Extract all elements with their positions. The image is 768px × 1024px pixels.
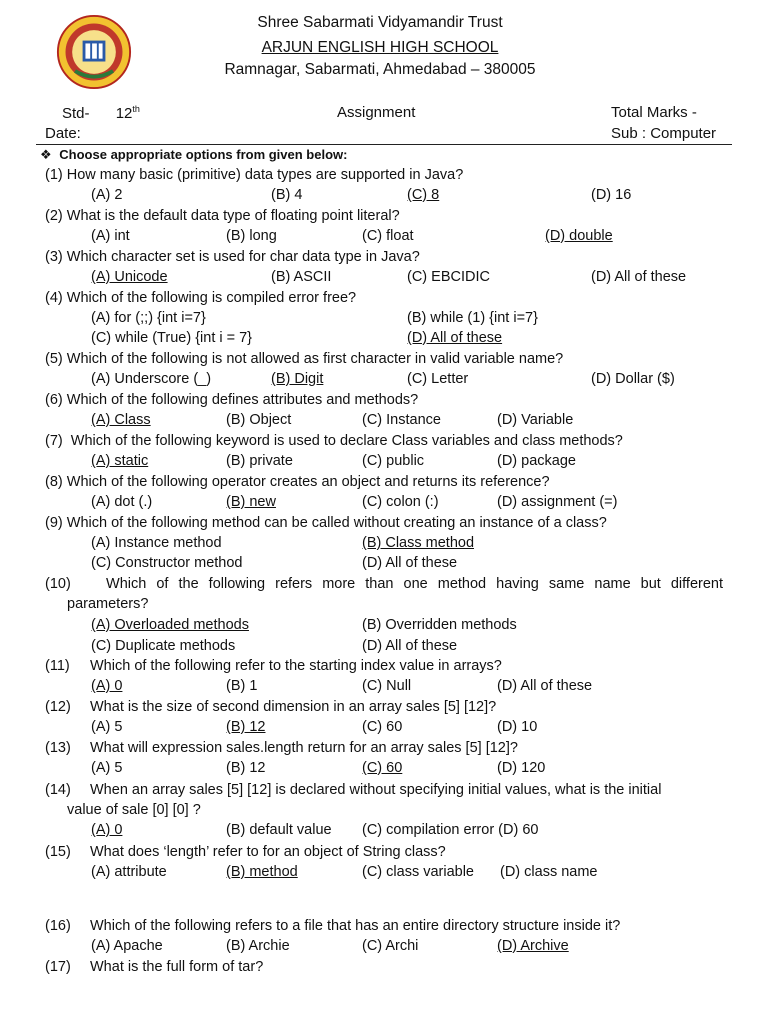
- school-logo: [56, 14, 132, 90]
- q7-text: Which of the following keyword is used to declare Class variables and class methods?: [70, 433, 623, 449]
- q6-option-b: (B) Object: [226, 412, 292, 428]
- q2-option-a: (A) int: [91, 228, 130, 244]
- q1-option-d: (D) 16: [591, 187, 632, 203]
- q8-number: (8): [45, 474, 63, 490]
- q14-number: (14): [45, 782, 71, 798]
- question-5: [45, 349, 563, 369]
- q5-option-a: (A) Underscore (_): [91, 371, 212, 387]
- q3-option-c: (C) EBCIDIC: [407, 269, 490, 285]
- q10-option-d: (D) All of these: [362, 638, 458, 654]
- q7-number: (7): [45, 433, 63, 449]
- q8-option-b: (B) new: [226, 494, 276, 510]
- question-3: [45, 247, 420, 267]
- q14-option-b: (B) default value: [226, 822, 332, 838]
- q14-option-c: (C) compilation error (D) 60: [362, 822, 539, 838]
- q13-number: (13): [45, 740, 71, 756]
- q12-option-a: (A) 5: [91, 719, 123, 735]
- q11-number: (11): [45, 658, 70, 674]
- question-17: [45, 957, 263, 977]
- q10-option-b: (B) Overridden methods: [362, 617, 517, 633]
- q5-text: Which of the following is not allowed as first character in valid variable name?: [66, 351, 564, 367]
- q10-option-a: (A) Overloaded methods: [91, 617, 249, 633]
- q7-option-c: (C) public: [362, 453, 425, 469]
- q9-text: Which of the following method can be called without creating an instance of a class?: [66, 515, 607, 531]
- q9-option-a: (A) Instance method: [91, 535, 222, 551]
- q14-text-line2: value of sale [0] [0] ?: [67, 802, 201, 818]
- total-marks: Total Marks -: [611, 104, 697, 121]
- instruction: [40, 147, 347, 163]
- question-14: [45, 780, 661, 800]
- q10-option-c: (C) Duplicate methods: [91, 638, 236, 654]
- doc-title: Assignment: [337, 104, 416, 121]
- q15-option-b: (B) method: [226, 864, 298, 880]
- question-11: [45, 656, 502, 676]
- q2-text: What is the default data type of floating point literal?: [66, 208, 400, 224]
- q13-option-b: (B) 12: [226, 760, 266, 776]
- q6-text: Which of the following defines attributes and methods?: [66, 392, 419, 408]
- q15-number: (15): [45, 844, 71, 860]
- q9-option-b: (B) Class method: [362, 535, 475, 551]
- q15-option-a: (A) attribute: [91, 864, 167, 880]
- question-15: [45, 842, 446, 862]
- q1-option-a: (A) 2: [91, 187, 123, 203]
- question-4: [45, 288, 356, 308]
- q17-text: What is the full form of tar?: [90, 959, 264, 975]
- q15-text: What does ‘length’ refer to for an object of String class?: [90, 844, 446, 860]
- q2-option-d: (D) double: [545, 228, 613, 244]
- question-1: [45, 165, 463, 185]
- subject: Sub : Computer: [611, 125, 717, 142]
- school-address: Ramnagar, Sabarmati, Ahmedabad – 380005: [224, 61, 536, 78]
- q11-text: Which of the following refer to the starting index value in arrays?: [90, 658, 502, 674]
- question-13: [45, 738, 518, 758]
- std-label: Std-: [62, 105, 90, 122]
- q1-text: How many basic (primitive) data types are supported in Java?: [66, 167, 464, 183]
- q7-option-d: (D) package: [497, 453, 576, 469]
- q4-option-c: (C) while (True) {int i = 7}: [91, 330, 253, 346]
- question-8: [45, 472, 550, 492]
- q7-option-b: (B) private: [226, 453, 293, 469]
- std-field: [62, 104, 140, 122]
- question-6: [45, 390, 418, 410]
- q11-option-a: (A) 0: [91, 678, 123, 694]
- q12-option-b: (B) 12: [226, 719, 266, 735]
- question-2: [45, 206, 400, 226]
- q4-option-d: (D) All of these: [407, 330, 503, 346]
- q6-option-a: (A) Class: [91, 412, 151, 428]
- q16-number: (16): [45, 918, 71, 934]
- trust-name: Shree Sabarmati Vidyamandir Trust: [257, 14, 503, 31]
- q7-option-a: (A) static: [91, 453, 149, 469]
- q8-option-a: (A) dot (.): [91, 494, 153, 510]
- q1-option-b: (B) 4: [271, 187, 303, 203]
- q4-text: Which of the following is compiled error free?: [66, 290, 357, 306]
- question-16: [45, 916, 620, 936]
- q12-option-c: (C) 60: [362, 719, 403, 735]
- q9-option-c: (C) Constructor method: [91, 555, 243, 571]
- q16-text: Which of the following refers to a file that has an entire directory structure inside it?: [90, 918, 621, 934]
- q16-option-c: (C) Archi: [362, 938, 419, 954]
- q16-option-b: (B) Archie: [226, 938, 290, 954]
- q10-number: (10): [45, 576, 71, 592]
- q16-option-a: (A) Apache: [91, 938, 163, 954]
- q6-option-d: (D) Variable: [497, 412, 574, 428]
- q3-number: (3): [45, 249, 63, 265]
- question-9: [45, 513, 607, 533]
- std-sup: th: [132, 104, 140, 114]
- q11-option-b: (B) 1: [226, 678, 258, 694]
- q12-option-d: (D) 10: [497, 719, 538, 735]
- q17-number: (17): [45, 959, 71, 975]
- q11-option-d: (D) All of these: [497, 678, 593, 694]
- q6-number: (6): [45, 392, 63, 408]
- q11-option-c: (C) Null: [362, 678, 412, 694]
- q12-text: What is the size of second dimension in an array sales [5] [12]?: [90, 699, 497, 715]
- q4-number: (4): [45, 290, 63, 306]
- q5-option-b: (B) Digit: [271, 371, 324, 387]
- question-10: [45, 574, 723, 594]
- diamond-bullet-icon: ❖: [40, 147, 52, 162]
- q3-text: Which character set is used for char data type in Java?: [66, 249, 420, 265]
- q6-option-c: (C) Instance: [362, 412, 441, 428]
- header-divider: [36, 144, 732, 145]
- std-value: 12: [115, 105, 133, 122]
- q13-text: What will expression sales.length return for an array sales [5] [12]?: [90, 740, 518, 756]
- q14-option-a: (A) 0: [91, 822, 123, 838]
- q9-option-d: (D) All of these: [362, 555, 458, 571]
- q10-text-line2: parameters?: [67, 596, 149, 612]
- school-name: ARJUN ENGLISH HIGH SCHOOL: [261, 39, 499, 56]
- q2-option-c: (C) float: [362, 228, 414, 244]
- q4-option-a: (A) for (;;) {int i=7}: [91, 310, 206, 326]
- instruction-text: Choose appropriate options from given below:: [59, 147, 348, 162]
- q8-option-d: (D) assignment (=): [497, 494, 618, 510]
- q2-option-b: (B) long: [226, 228, 277, 244]
- question-7: [45, 431, 623, 451]
- question-12: [45, 697, 496, 717]
- q12-number: (12): [45, 699, 71, 715]
- q13-option-c: (C) 60: [362, 760, 403, 776]
- date-label: Date:: [45, 125, 81, 142]
- q2-number: (2): [45, 208, 63, 224]
- q5-option-d: (D) Dollar ($): [591, 371, 675, 387]
- q15-option-c: (C) class variable: [362, 864, 474, 880]
- q10-text-line1: Which of the following refers more than one method having same name but different: [106, 576, 723, 592]
- q3-option-d: (D) All of these: [591, 269, 687, 285]
- q9-number: (9): [45, 515, 63, 531]
- q13-option-d: (D) 120: [497, 760, 546, 776]
- q1-option-c: (C) 8: [407, 187, 440, 203]
- q15-option-d: (D) class name: [500, 864, 598, 880]
- q8-option-c: (C) colon (:): [362, 494, 439, 510]
- q5-option-c: (C) Letter: [407, 371, 469, 387]
- q3-option-b: (B) ASCII: [271, 269, 332, 285]
- q4-option-b: (B) while (1) {int i=7}: [407, 310, 538, 326]
- q5-number: (5): [45, 351, 63, 367]
- q3-option-a: (A) Unicode: [91, 269, 168, 285]
- q13-option-a: (A) 5: [91, 760, 123, 776]
- q8-text: Which of the following operator creates an object and returns its reference?: [66, 474, 550, 490]
- q14-text-line1: When an array sales [5] [12] is declared without specifying initial values, what is the initial: [90, 782, 662, 798]
- q1-number: (1): [45, 167, 63, 183]
- q16-option-d: (D) Archive: [497, 938, 569, 954]
